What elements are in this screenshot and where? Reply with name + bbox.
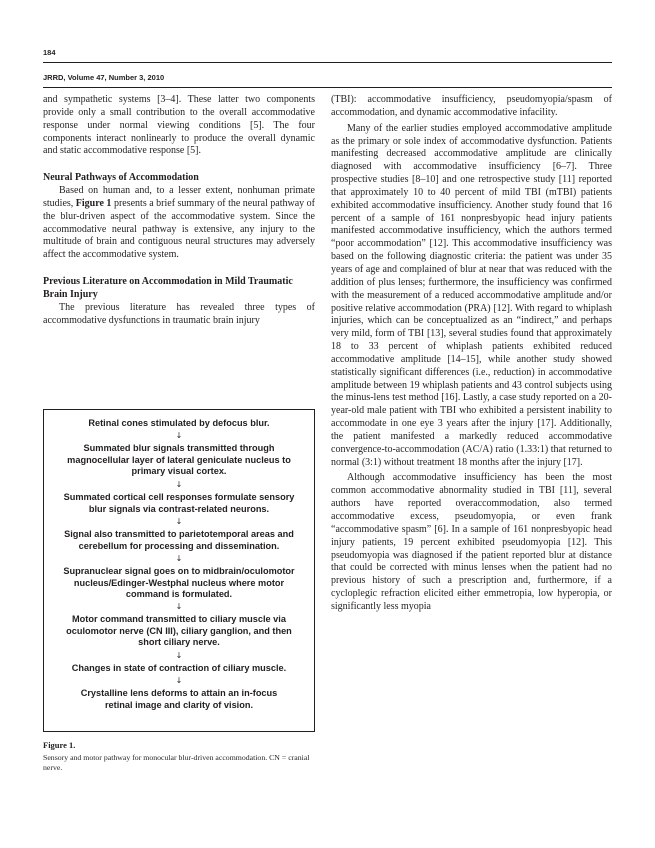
down-arrow-icon: ↓ [175, 676, 183, 685]
flow-step-6: Motor command transmitted to ciliary muscle via oculomotor nerve (CN III), ciliary ganglion, and then short ciliary nerve. [66, 614, 292, 648]
left-paragraph-2 [43, 185, 315, 262]
down-arrow-icon: ↓ [175, 480, 183, 489]
flow-step-4: Signal also transmitted to parietotemporal areas and cerebellum for processing and dissemination. [64, 529, 294, 551]
flow-step-2: Summated blur signals transmitted through magnocellular layer of lateral geniculate nucleus to primary visual cortex. [67, 443, 291, 477]
left-paragraph-3: The previous literature has revealed three types of accommodative dysfunctions in traumatic brain injury [43, 301, 315, 326]
para2-text-start: Based on human and, to a lesser extent, nonhuman primate studies, [43, 185, 315, 209]
figure-label: Figure 1. [43, 740, 76, 750]
page-number: 184 [43, 48, 56, 57]
figure-caption: Sensory and motor pathway for monocular blur-driven accommodation. CN = cranial nerve. [43, 753, 310, 773]
flow-step-5: Supranuclear signal goes on to midbrain/oculomotor nucleus/Edinger-Westphal nucleus where motor command is formulated. [63, 566, 295, 600]
figure-1-reference: Figure 1 [75, 197, 112, 209]
down-arrow-icon: ↓ [175, 651, 183, 660]
right-column [331, 94, 612, 614]
down-arrow-icon: ↓ [175, 517, 183, 526]
right-paragraph-1: (TBI): accommodative insufficiency, pseudomyopia/spasm of accommodation, and dynamic accommodative infacility. [331, 94, 612, 118]
right-paragraph-2: Many of the earlier studies employed accommodative amplitude as the primary or sole index of accommodative dysfunction. Patients manifesting decreased accommodative amplitude are clinically diagnosed with accommodative insufficiency [6–7]. Three prospective studies [8–10] and one retrospective study [11] reported that approximately 10 to 40 percent of mild TBI (mTBI) patients exhibited accommodative insufficiency. Another study found that 16 percent of a sample of 161 nonpresbyopic head injury patients manifested accommodative insufficiency, which the authors termed “poor accommodation” [12]. This accommodative insufficiency was based on the following diagnostic criteria: the patient was under 35 years of age and complained of blur at near that was reduced with the addition of plus lenses; furthermore, the insufficiency was confirmed with the measurement of a reduced accommodative amplitude and/or positive relative accommodation (PRA) [12]. With regard to whiplash injuries, which can be conceptualized as an “indirect,” and perhaps very mild, form of TBI [13], several studies found that approximately 18 to 33 percent of whiplash patients exhibited reduced accommodative amplitude [14–15], while another study showed statistically significant differences (i.e., reduction) in accommodative amplitude between 19 whiplash patients and 43 control subjects using the minus-lens test method [16]. Lastly, a case study reported on a 20-year-old male patient with TBI who exhibited a persistent inability to accommodate in one eye 3 years after the injury [17]. Additionally, the patient manifested a markedly reduced accommodative convergence-to-accommodation (AC/A) ratio (1.33:1) that returned to normal (3:1) without treatment 18 months after the injury [17]. [331, 122, 612, 468]
right-paragraph-3: Although accommodative insufficiency has been the most common accommodative abnormality studied in TBI [11], several authors have reported overaccommodation, also termed accommodative excess, pseudomyopia, or even frank “accommodative spasm” [6]. In a sample of 161 nonpresbyopic head injury patients, 19 percent exhibited pseudomyopia [12]. This pseudomyopia was diagnosed if the patient reported blur at distance that could be corrected with minus lenses when the patient had no previous history of such a prescription and, furthermore, if a cycloplegic refraction elicited either emmetropia, low hyperopia, or significantly less myopia [331, 472, 612, 612]
figure-1-flowchart [43, 409, 315, 732]
header-rule-top [43, 62, 612, 63]
down-arrow-icon: ↓ [175, 602, 183, 611]
para2-text-end: presents a brief summary of the neural pathway of the blur-driven aspect of the accommodative system. Since the accommodative neural pathway is extensive, any injury to the multitude of brain and contiguous neural structures may adversely affect the accommodative system. [43, 197, 315, 261]
flow-step-7: Changes in state of contraction of ciliary muscle. [71, 663, 287, 673]
left-paragraph-1: and sympathetic systems [3–4]. These latter two components provide only a small contribution to the overall accommodative response under normal viewing conditions [5]. The four components interact nonlinearly to produce the overall dynamic and static accommodative response [5]. [43, 94, 315, 157]
heading-neural-pathways: Neural Pathways of Accommodation [43, 172, 199, 184]
left-column [43, 94, 315, 328]
down-arrow-icon: ↓ [175, 431, 183, 440]
journal-running-head: JRRD, Volume 47, Number 3, 2010 [43, 73, 165, 82]
heading-previous-literature: Previous Literature on Accommodation in Mild Traumatic Brain Injury [43, 276, 293, 300]
flow-step-3: Summated cortical cell responses formulate sensory blur signals via contrast-related neurons. [63, 492, 295, 514]
down-arrow-icon: ↓ [175, 554, 183, 563]
header-rule-bottom [43, 87, 612, 88]
flow-step-8: Crystalline lens deforms to attain an in-focus retinal image and clarity of vision. [80, 688, 278, 710]
flow-step-1: Retinal cones stimulated by defocus blur. [88, 418, 270, 428]
